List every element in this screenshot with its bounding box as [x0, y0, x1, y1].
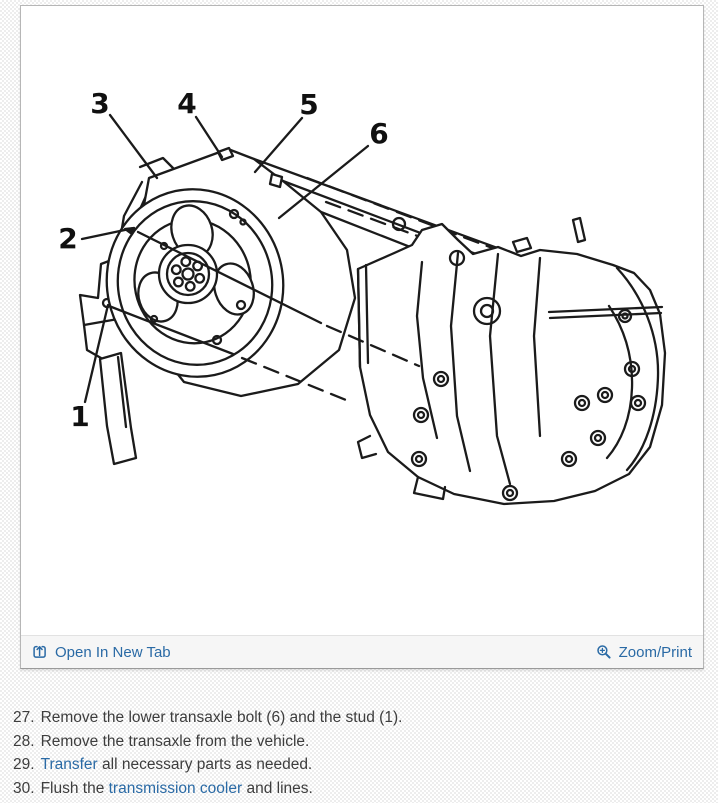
diagram-area	[21, 6, 703, 634]
zoom-print-label: Zoom/Print	[618, 643, 692, 661]
transaxle-diagram	[21, 6, 703, 634]
zoom-print-button[interactable]	[596, 644, 692, 661]
open-in-new-tab-icon	[32, 644, 48, 660]
instruction-number: 28.	[13, 732, 35, 750]
magnifier-plus-icon	[596, 644, 612, 660]
callout-3: 3	[90, 87, 110, 120]
instruction-number: 30.	[13, 780, 35, 798]
open-in-new-tab-button[interactable]	[32, 644, 171, 661]
instruction-text: all necessary parts as needed.	[97, 756, 313, 774]
instruction-number: 29.	[13, 756, 35, 774]
callout-4: 4	[177, 87, 197, 120]
transmission-case-drawing	[358, 218, 665, 504]
viewer-toolbar	[21, 635, 703, 668]
instruction-text: Flush the	[40, 780, 109, 798]
instruction-list	[13, 706, 703, 801]
callout-1: 1	[70, 400, 90, 433]
instruction-item-27	[13, 706, 703, 730]
callout-5: 5	[299, 88, 319, 121]
transmission-cooler-link[interactable]: transmission cooler	[108, 780, 243, 798]
image-viewer-panel	[20, 5, 704, 669]
callout-6: 6	[369, 117, 389, 150]
instruction-text: and lines.	[242, 780, 313, 798]
instruction-item-29	[13, 753, 703, 777]
instruction-item-28	[13, 730, 703, 754]
open-in-new-tab-label: Open In New Tab	[55, 643, 171, 661]
instruction-text: Remove the lower transaxle bolt (6) and the stud (1).	[40, 709, 403, 726]
transfer-link[interactable]: Transfer	[40, 756, 98, 774]
instruction-text: Remove the transaxle from the vehicle.	[40, 732, 310, 750]
instruction-item-30	[13, 777, 703, 801]
callout-2: 2	[58, 222, 78, 255]
instruction-number: 27.	[13, 709, 35, 726]
